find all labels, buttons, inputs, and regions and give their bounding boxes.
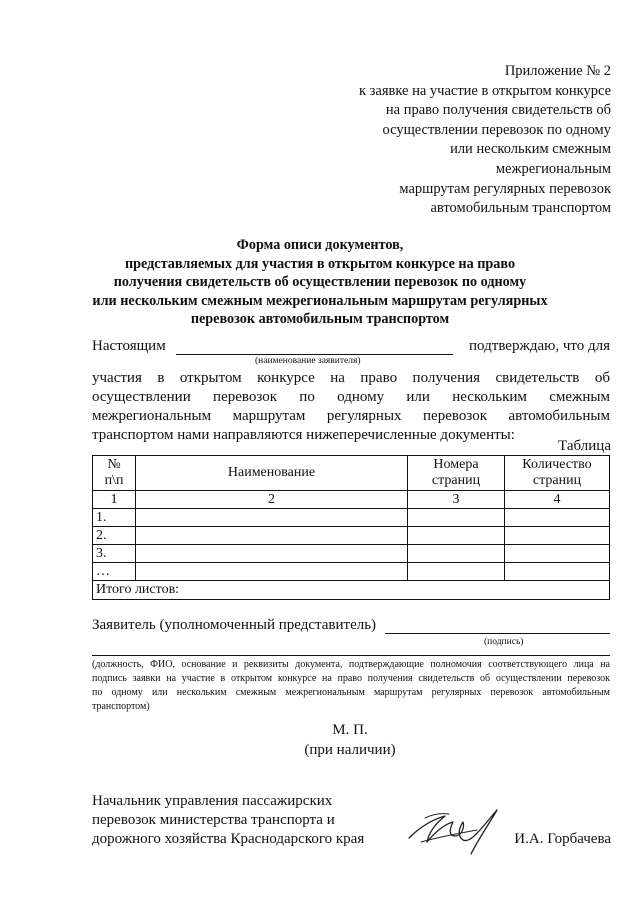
- applicant-name-caption: (наименование заявителя): [255, 356, 361, 366]
- title-line: представляемых для участия в открытом конкурсе на право: [124, 255, 516, 272]
- signatory-line: перевозок министерства транспорта и: [92, 812, 335, 828]
- document-title: [40, 236, 600, 329]
- header-number-line1: №: [107, 457, 121, 472]
- index-cell: 1: [93, 491, 136, 509]
- appendix-line: или нескольким смежным: [450, 141, 611, 158]
- index-cell: 3: [408, 491, 505, 509]
- signer-name: И.А. Горбачева: [514, 831, 611, 847]
- row-number: 1.: [93, 509, 136, 527]
- table-index-row: [93, 491, 610, 509]
- row-pages-cell[interactable]: [408, 545, 505, 563]
- header-pages-line1: Номера: [433, 457, 479, 472]
- appendix-line: к заявке на участие в открытом конкурсе: [358, 82, 611, 99]
- header-name: Наименование: [136, 456, 408, 491]
- row-count-cell[interactable]: [505, 527, 610, 545]
- table-row: [93, 509, 610, 527]
- appendix-header: [311, 62, 611, 219]
- appendix-line: Приложение № 2: [504, 63, 611, 79]
- body-line: транспортом нами направляются нижеперечисленные документы:: [92, 427, 515, 443]
- table-row: [93, 527, 610, 545]
- row-number: 2.: [93, 527, 136, 545]
- row-number: 3.: [93, 545, 136, 563]
- signatory-line: дорожного хозяйства Краснодарского края: [92, 831, 365, 847]
- header-count-line2: страниц: [532, 473, 582, 488]
- row-name-cell[interactable]: [136, 509, 408, 527]
- table-row: [93, 563, 610, 581]
- note-line: (должность, ФИО, основание и реквизиты документа, подтверждающие полномочия соответствующего лица на: [92, 659, 610, 670]
- signatory-line: Начальник управления пассажирских: [92, 793, 333, 809]
- signature-caption: (подпись): [484, 637, 524, 647]
- header-count-line1: Количество: [522, 457, 592, 472]
- index-cell: 4: [505, 491, 610, 509]
- body-line: участия в открытом конкурсе на право получения свидетельств об: [92, 370, 610, 386]
- header-page-count: [505, 456, 610, 491]
- header-number: [93, 456, 136, 491]
- row-name-cell[interactable]: [136, 527, 408, 545]
- applicant-signature-blank: [385, 633, 610, 634]
- note-line: по одному или нескольким смежным межрегиональным маршрутам регулярных перевозок автомобильным: [92, 687, 610, 698]
- row-name-cell[interactable]: [136, 563, 408, 581]
- note-line: подпись заявки на участие в открытом конкурсе на право получения свидетельств об осуществлении перевозок: [92, 673, 610, 684]
- row-pages-cell[interactable]: [408, 527, 505, 545]
- affirm-right-text: подтверждаю, что для: [469, 338, 610, 354]
- appendix-line: маршрутам регулярных перевозок: [399, 180, 611, 197]
- row-pages-cell[interactable]: [408, 509, 505, 527]
- row-number: …: [93, 563, 136, 581]
- title-line: перевозок автомобильным транспортом: [190, 311, 450, 328]
- table-row: [93, 545, 610, 563]
- documents-table: [92, 455, 610, 600]
- seal-label: М. П.: [332, 722, 368, 738]
- body-line: межрегиональным маршрутам регулярных перевозок автомобильным: [92, 408, 610, 424]
- row-count-cell[interactable]: [505, 563, 610, 581]
- row-count-cell[interactable]: [505, 509, 610, 527]
- affirm-left-text: Настоящим: [92, 338, 166, 354]
- title-line: или нескольким смежным межрегиональным маршрутам регулярных: [92, 292, 548, 309]
- row-count-cell[interactable]: [505, 545, 610, 563]
- table-caption: Таблица: [558, 438, 611, 454]
- applicant-signature-row: [92, 617, 610, 637]
- header-page-numbers: [408, 456, 505, 491]
- applicant-name-blank: [176, 354, 453, 355]
- row-name-cell[interactable]: [136, 545, 408, 563]
- index-cell: 2: [136, 491, 408, 509]
- position-blank: [92, 655, 610, 656]
- handwritten-signature-icon: [405, 798, 515, 858]
- title-line: получения свидетельств об осуществлении перевозок по одному: [113, 274, 527, 291]
- appendix-line: на право получения свидетельств об: [385, 102, 611, 119]
- table-header-row: [93, 456, 610, 491]
- note-line: транспортом): [92, 701, 150, 712]
- appendix-line: межрегиональным: [495, 160, 611, 177]
- position-note: [92, 658, 610, 714]
- body-line: осуществлении перевозок по одному или нескольким смежным: [92, 389, 610, 405]
- seal-sub-label: (при наличии): [304, 742, 396, 758]
- header-number-line2: п\п: [104, 473, 124, 488]
- appendix-line: автомобильным транспортом: [430, 200, 611, 217]
- body-paragraph: [92, 369, 610, 445]
- row-pages-cell[interactable]: [408, 563, 505, 581]
- title-line: Форма описи документов,: [236, 237, 404, 253]
- total-sheets-label: Итого листов:: [93, 581, 610, 600]
- applicant-label: Заявитель (уполномоченный представитель): [92, 617, 377, 633]
- signatory-position: [92, 792, 392, 849]
- table-total-row: [93, 581, 610, 600]
- appendix-line: осуществлении перевозок по одному: [382, 121, 611, 138]
- header-pages-line2: страниц: [431, 473, 481, 488]
